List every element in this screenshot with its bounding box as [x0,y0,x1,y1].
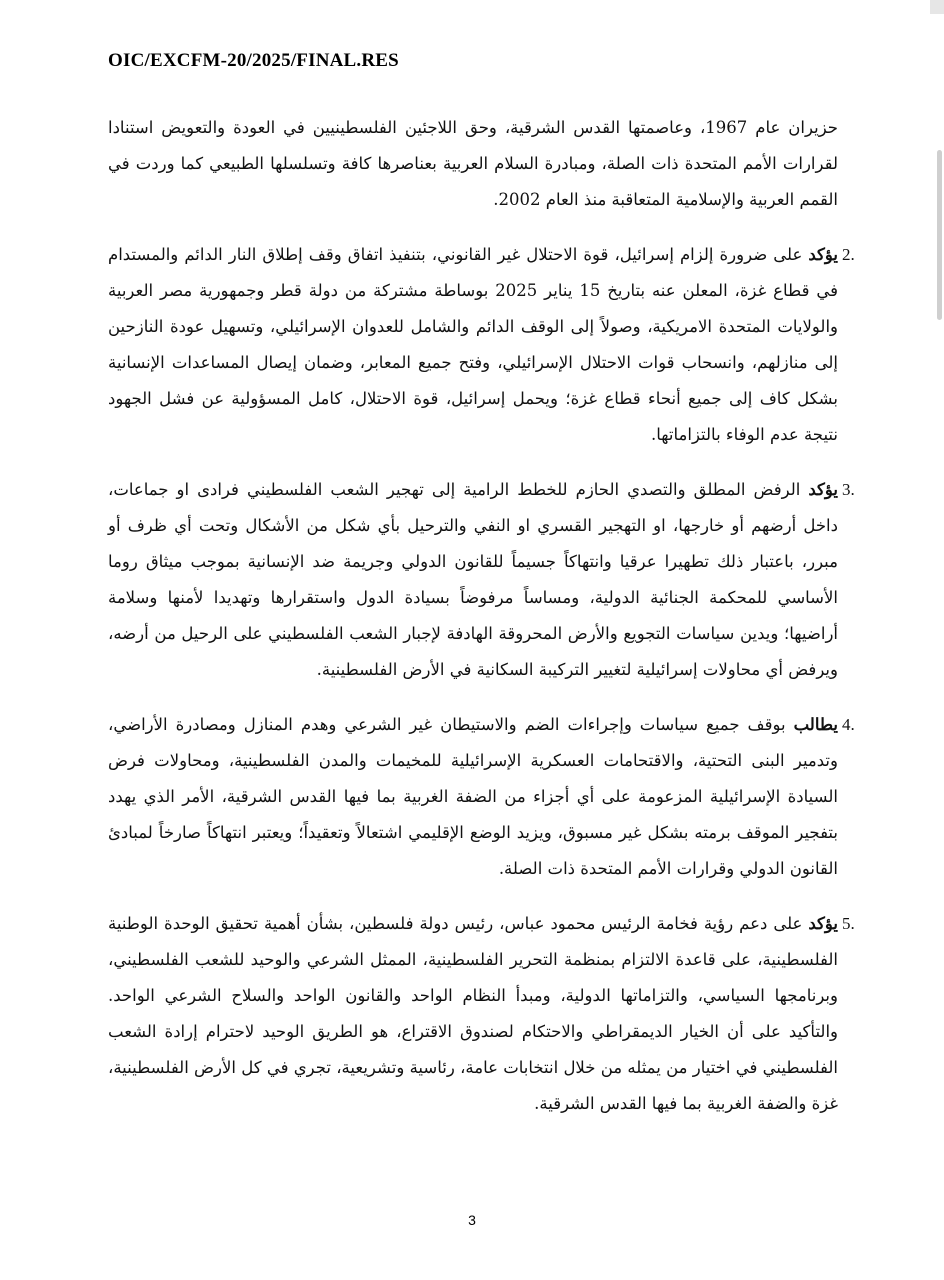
item-number: 4. [842,715,855,734]
item-number: 3. [842,480,855,499]
scrollbar[interactable] [937,150,942,320]
resolution-item-2 [108,237,855,453]
item-text: على ضرورة إلزام إسرائيل، قوة الاحتلال غير القانوني، بتنفيذ اتفاق وقف إطلاق النار الدائم والمستدام في قطاع غزة، المعلن عنه بتاريخ 15 يناير 2025 بوساطة مشتركة من دولة قطر وجمهورية مصر العربية والولايات المتحدة الامريكية، وصولاً إلى الوقف الدائم والشامل للعدوان الإسرائيلي، وتسهيل عودة النازحين إلى منازلهم، وانسحاب قوات الاحتلال الإسرائيلي، وفتح جميع المعابر، وضمان إيصال المساعدات الإنسانية بشكل كاف إلى جميع أنحاء قطاع غزة؛ ويحمل إسرائيل، قوة الاحتلال، كامل المسؤولية عن فشل الجهود نتيجة عدم الوفاء بالتزاماتها. [108,245,838,444]
continuation-paragraph: حزيران عام 1967، وعاصمتها القدس الشرقية، وحق اللاجئين الفلسطينيين في العودة والتعويض استنادا لقرارات الأمم المتحدة ذات الصلة، ومبادرة السلام العربية بعناصرها كافة وتسلسلها الطبيعي كما وردت في القمم العربية والإسلامية المتعاقبة منذ العام 2002. [108,118,839,209]
page-number: 3 [468,1212,476,1228]
item-text: الرفض المطلق والتصدي الحازم للخطط الرامية إلى تهجير الشعب الفلسطيني فرادى او جماعات، داخل أرضهم أو خارجها، او التهجير القسري او النفي والترحيل بأي شكل من الأشكال وتحت أي ظرف أو مبرر، باعتبار ذلك تطهيرا عرقيا وانتهاكاً جسيماً للقانون الدولي وجريمة ضد الإنسانية بموجب ميثاق روما الأساسي للمحكمة الجنائية الدولية، ومساساً مرفوضاً بسيادة الدول واستقرارها وتهديدا لأمنها وسلامة أراضيها؛ ويدين سياسات التجويع والأرض المحروقة الهادفة لإجبار الشعب الفلسطيني على الرحيل من أرضه، ويرفض أي محاولات إسرائيلية لتغيير التركيبة السكانية في الأرض الفلسطينية. [108,480,838,679]
item-keyword: يؤكد [808,245,838,264]
resolution-item-3 [108,472,855,688]
item-number: 5. [842,914,855,933]
resolution-item-4 [108,707,855,887]
item-number: 2. [842,245,855,264]
document-body [108,110,855,1141]
item-keyword: يؤكد [808,914,838,933]
item-body [108,707,838,887]
item-text: بوقف جميع سياسات وإجراءات الضم والاستيطان غير الشرعي وهدم المنازل ومصادرة الأراضي، وتدمير البنى التحتية، والاقتحامات العسكرية الإسرائيلية للمخيمات والمدن الفلسطينية، ومحاولات فرض السيادة الإسرائيلية المزعومة على أي أجزاء من الضفة الغربية بما فيها القدس الشرقية، الأمر الذي يهدد بتفجير الموقف برمته بشكل غير مسبوق، ويزيد الوضع الإقليمي اشتعالاً وتعقيداً؛ ويعتبر انتهاكاً صارخاً لمبادئ القانون الدولي وقرارات الأمم المتحدة ذات الصلة. [108,715,838,878]
item-keyword: يطالب [793,715,838,734]
item-text: على دعم رؤية فخامة الرئيس محمود عباس، رئيس دولة فلسطين، بشأن أهمية تحقيق الوحدة الوطنية الفلسطينية، على قاعدة الالتزام بمنظمة التحرير الفلسطينية، الممثل الشرعي والوحيد للشعب الفلسطيني، وبرنامجها السياسي، والتزاماتها الدولية، ومبدأ النظام الواحد والقانون الواحد والسلاح الشرعي الواحد. والتأكيد على أن الخيار الديمقراطي والاحتكام لصندوق الاقتراع، هو الطريق الوحيد لاحترام إرادة الشعب الفلسطيني في اختيار من يمثله من خلال انتخابات عامة، رئاسية وتشريعية، تجري في كل الأرض الفلسطينية، غزة والضفة الغربية بما فيها القدس الشرقية. [108,914,838,1113]
item-body [108,906,838,1122]
document-code: OIC/EXCFM-20/2025/FINAL.RES [108,50,399,71]
item-keyword: يؤكد [808,480,838,499]
item-body [108,472,838,688]
item-body [108,237,838,453]
resolution-item-5 [108,906,855,1122]
window-corner [930,0,944,14]
